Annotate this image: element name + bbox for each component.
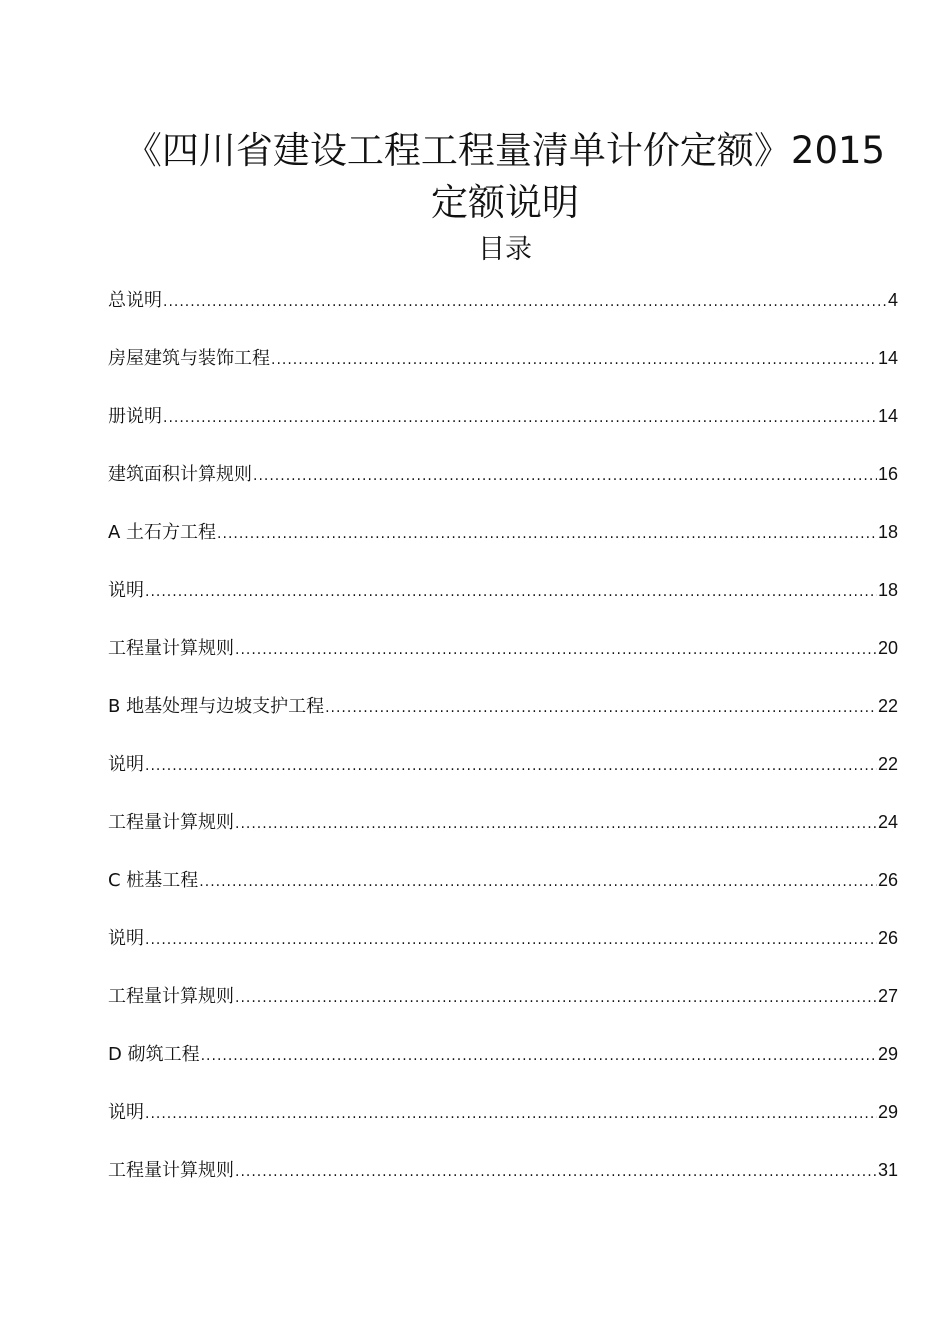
toc-heading: 目录 [478,234,532,265]
toc-entry[interactable] [108,746,898,782]
toc-entry-page: 29 [877,1102,898,1122]
toc-entry[interactable] [108,282,898,318]
document-subtitle: 定额说明 [431,181,579,224]
toc-entry[interactable] [108,340,898,376]
toc-entry-label: 总说明 [108,290,162,311]
toc-entry-label: C 桩基工程 [108,870,199,891]
toc-entry[interactable] [108,804,898,840]
toc-dot-leader [163,284,887,320]
toc-entry-page: 26 [877,928,898,948]
toc-dot-leader [145,574,877,610]
toc-dot-leader [253,458,877,494]
toc-entry[interactable] [108,978,898,1014]
toc-entry-label: 说明 [108,928,144,949]
toc-entry-label: 册说明 [108,406,162,427]
toc-entry[interactable] [108,920,898,956]
toc-dot-leader [235,980,877,1016]
toc-entry[interactable] [108,1094,898,1130]
toc-entry-page: 14 [877,348,898,368]
toc-dot-leader [201,1038,877,1074]
toc-entry-label: D 砌筑工程 [108,1044,200,1065]
toc-entry-page: 16 [877,464,898,484]
toc-entry[interactable] [108,1152,898,1188]
document-title: 《四川省建设工程工程量清单计价定额》2015 [124,129,886,172]
toc-entry-label: B 地基处理与边坡支护工程 [108,696,325,717]
toc-entry-page: 22 [877,696,898,716]
toc-entry-page: 31 [877,1160,898,1180]
toc-dot-leader [271,342,877,378]
toc-entry-page: 29 [877,1044,898,1064]
toc-entry-label: 工程量计算规则 [108,638,234,659]
toc-entry[interactable] [108,688,898,724]
toc-entry[interactable] [108,862,898,898]
toc-dot-leader [163,400,877,436]
toc-dot-leader [235,806,877,842]
toc-entry-page: 14 [877,406,898,426]
toc-entry[interactable] [108,1036,898,1072]
toc-entry-label: 工程量计算规则 [108,986,234,1007]
toc-dot-leader [145,748,877,784]
toc-entry-label: 说明 [108,754,144,775]
toc-entry[interactable] [108,572,898,608]
toc-entry-page: 22 [877,754,898,774]
toc-entry-page: 18 [877,522,898,542]
toc-entry-label: 建筑面积计算规则 [108,464,252,485]
toc-entry-page: 26 [877,870,898,890]
toc-dot-leader [145,1096,877,1132]
toc-entry-label: 工程量计算规则 [108,812,234,833]
toc-entry-page: 24 [877,812,898,832]
toc-dot-leader [199,864,877,900]
toc-entry-page: 4 [887,290,898,310]
toc-entry-page: 20 [877,638,898,658]
toc-dot-leader [325,690,877,726]
toc-entry[interactable] [108,456,898,492]
toc-dot-leader [235,1154,877,1190]
toc-dot-leader [217,516,877,552]
toc-dot-leader [235,632,877,668]
toc-dot-leader [145,922,877,958]
toc-entry-label: 房屋建筑与装饰工程 [108,348,270,369]
toc-entry-page: 18 [877,580,898,600]
toc-entry-label: 说明 [108,1102,144,1123]
toc-entry-label: 工程量计算规则 [108,1160,234,1181]
toc-entry-label: A 土石方工程 [108,522,217,543]
toc-entry-label: 说明 [108,580,144,601]
toc-entry[interactable] [108,398,898,434]
toc-entry[interactable] [108,514,898,550]
toc-entry[interactable] [108,630,898,666]
toc-entry-page: 27 [877,986,898,1006]
